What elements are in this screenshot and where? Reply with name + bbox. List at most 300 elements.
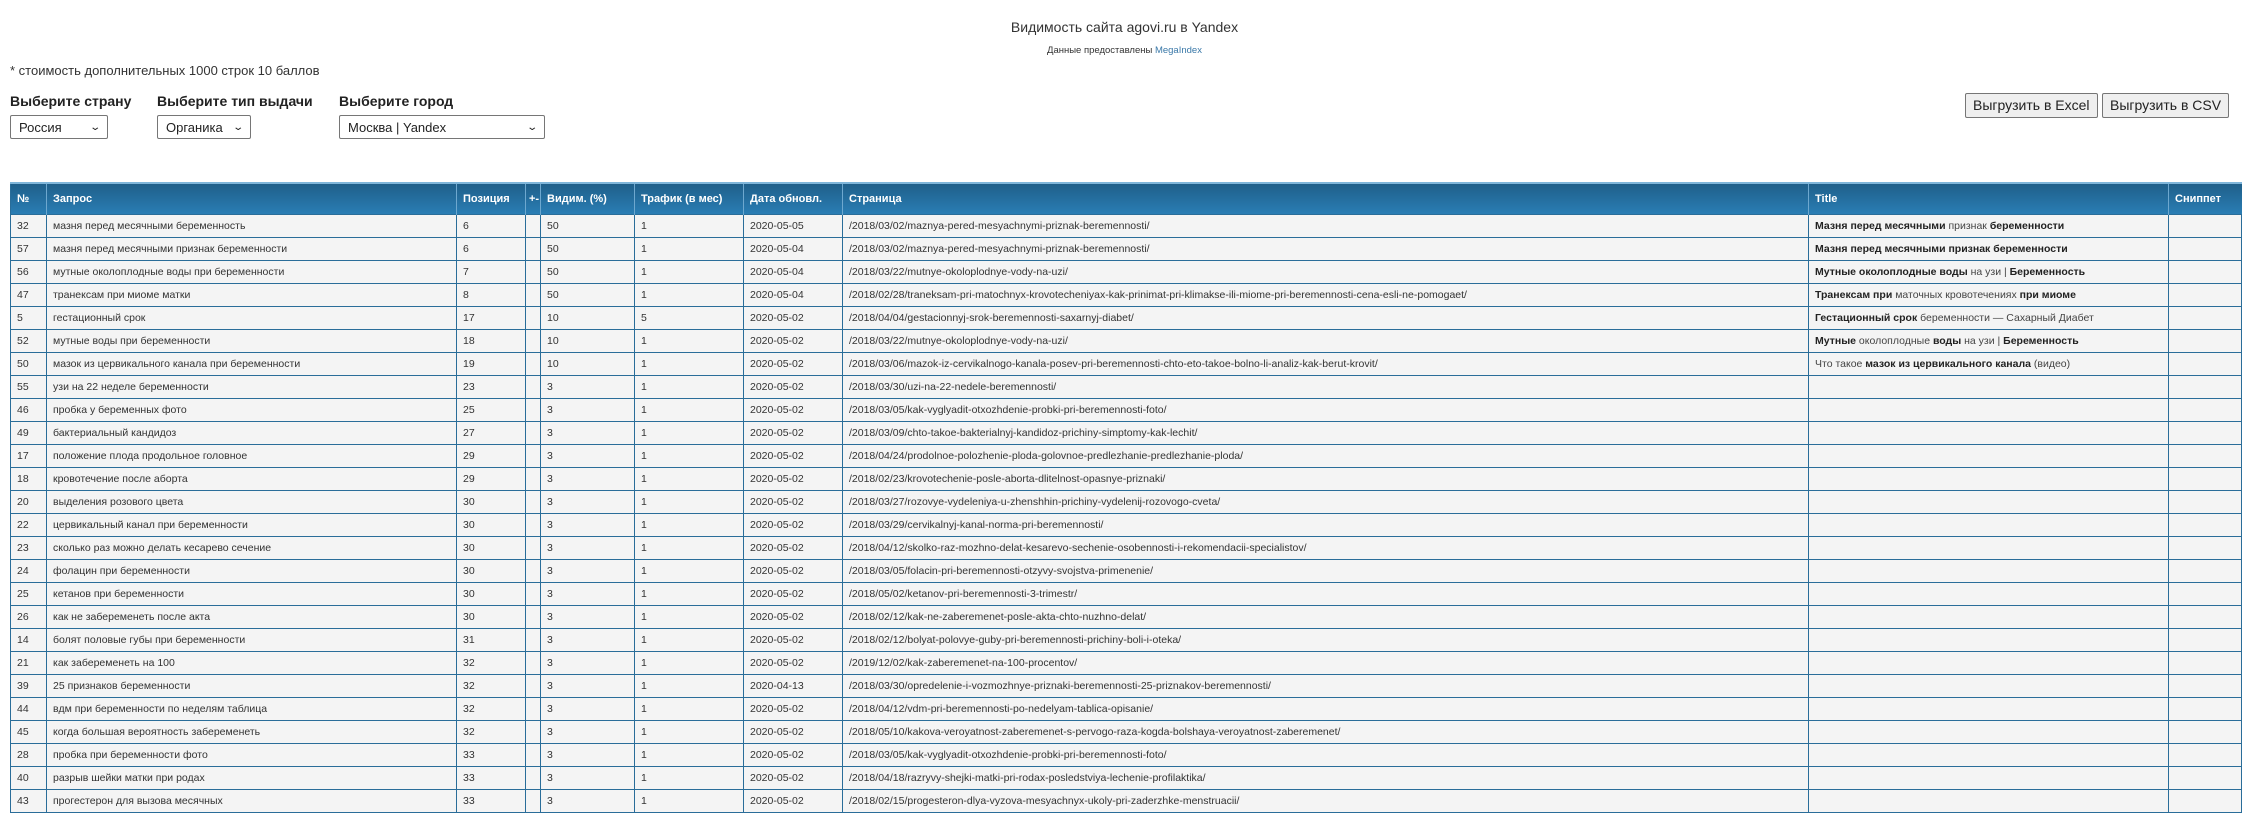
cell-query: выделения розового цвета	[47, 491, 457, 514]
cell-page[interactable]: /2018/04/12/skolko-raz-mozhno-delat-kesarevo-sechenie-osobennosti-i-rekomendacii-specialistov/	[843, 537, 1809, 560]
cell-delta	[526, 491, 541, 514]
table-row[interactable]	[11, 537, 2242, 560]
cell-position: 30	[457, 606, 526, 629]
cell-date: 2020-05-02	[744, 698, 843, 721]
cell-snippet	[2169, 583, 2242, 606]
cell-query: цервикальный канал при беременности	[47, 514, 457, 537]
cell-date: 2020-05-04	[744, 238, 843, 261]
cell-traffic: 1	[635, 698, 744, 721]
title-text: признак	[1945, 220, 1990, 232]
chevron-down-icon: ⌄	[88, 121, 101, 133]
cell-num: 49	[11, 422, 47, 445]
cell-page[interactable]: /2018/04/04/gestacionnyj-srok-beremennosti-saxarnyj-diabet/	[843, 307, 1809, 330]
export-csv-button[interactable]: Выгрузить в CSV	[2102, 93, 2229, 118]
cell-traffic: 1	[635, 675, 744, 698]
cell-page[interactable]: /2018/03/30/opredelenie-i-vozmozhnye-priznaki-beremennosti-25-priznakov-beremennosti/	[843, 675, 1809, 698]
cell-title	[1809, 307, 2169, 330]
cell-title	[1809, 560, 2169, 583]
cell-traffic: 1	[635, 330, 744, 353]
cell-snippet	[2169, 468, 2242, 491]
cell-page[interactable]: /2018/02/23/krovotechenie-posle-aborta-dlitelnost-opasnye-priznaki/	[843, 468, 1809, 491]
cell-delta	[526, 698, 541, 721]
cell-traffic: 1	[635, 376, 744, 399]
cell-traffic: 1	[635, 491, 744, 514]
cell-position: 33	[457, 790, 526, 813]
cell-delta	[526, 583, 541, 606]
cell-title	[1809, 606, 2169, 629]
cell-traffic: 1	[635, 583, 744, 606]
cell-query: вдм при беременности по неделям таблица	[47, 698, 457, 721]
cell-title	[1809, 652, 2169, 675]
cell-snippet	[2169, 767, 2242, 790]
cell-traffic: 1	[635, 215, 744, 238]
cell-snippet	[2169, 330, 2242, 353]
cell-traffic: 1	[635, 399, 744, 422]
cell-visibility: 3	[541, 721, 635, 744]
title-highlight: Мутные	[1815, 335, 1857, 347]
city-label: Выберите город	[339, 93, 454, 109]
cell-traffic: 5	[635, 307, 744, 330]
cell-traffic: 1	[635, 468, 744, 491]
cell-title	[1809, 330, 2169, 353]
cell-date: 2020-05-02	[744, 399, 843, 422]
cell-visibility: 3	[541, 422, 635, 445]
table-row[interactable]	[11, 514, 2242, 537]
cell-snippet	[2169, 629, 2242, 652]
serp-type-select[interactable]	[157, 115, 251, 139]
cell-page[interactable]: /2018/03/29/cervikalnyj-kanal-norma-pri-beremennosti/	[843, 514, 1809, 537]
cell-date: 2020-05-02	[744, 629, 843, 652]
title-text: Что такое	[1815, 358, 1866, 370]
cell-num: 43	[11, 790, 47, 813]
table-row[interactable]	[11, 606, 2242, 629]
country-label: Выберите страну	[10, 93, 132, 109]
cell-num: 23	[11, 537, 47, 560]
cell-query: болят половые губы при беременности	[47, 629, 457, 652]
cell-query: пробка при беременности фото	[47, 744, 457, 767]
cell-traffic: 1	[635, 629, 744, 652]
cell-page[interactable]: /2018/03/30/uzi-na-22-nedele-beremennosti/	[843, 376, 1809, 399]
cell-snippet	[2169, 675, 2242, 698]
cell-query: гестационный срок	[47, 307, 457, 330]
cell-title	[1809, 468, 2169, 491]
cell-page[interactable]: /2018/02/28/traneksam-pri-matochnyx-krovotecheniyax-kak-prinimat-pri-klimakse-ili-miome-pri-beremennosti-cena-esli-ne-pomogaet/	[843, 284, 1809, 307]
title-text: (видео)	[2030, 358, 2071, 370]
title-highlight: Мазня перед месячными	[1815, 220, 1946, 232]
cell-num: 50	[11, 353, 47, 376]
city-value: Москва | Yandex	[348, 119, 447, 135]
serp-type-filter	[157, 93, 313, 139]
title-highlight: Мутные околоплодные воды	[1815, 266, 1968, 278]
cell-page[interactable]: /2018/03/06/mazok-iz-cervikalnogo-kanala-posev-pri-beremennosti-chto-eto-takoe-bolno-li-analiz-kak-berut-krovit/	[843, 353, 1809, 376]
cell-delta	[526, 238, 541, 261]
cell-page[interactable]: /2018/03/27/rozovye-vydeleniya-u-zhenshhin-prichiny-vydelenij-rozovogo-cveta/	[843, 491, 1809, 514]
cell-delta	[526, 514, 541, 537]
cell-snippet	[2169, 514, 2242, 537]
cell-num: 46	[11, 399, 47, 422]
cell-query: разрыв шейки матки при родах	[47, 767, 457, 790]
title-highlight: беременности	[1989, 220, 2065, 232]
cell-title	[1809, 675, 2169, 698]
cell-snippet	[2169, 422, 2242, 445]
cell-query: как не забеременеть после акта	[47, 606, 457, 629]
cell-page[interactable]: /2018/03/22/mutnye-okoloplodnye-vody-na-uzi/	[843, 261, 1809, 284]
cell-query: положение плода продольное головное	[47, 445, 457, 468]
cell-num: 5	[11, 307, 47, 330]
title-text: на узи |	[1961, 335, 2004, 347]
cell-date: 2020-05-02	[744, 606, 843, 629]
title-highlight: Гестационный срок	[1815, 312, 1918, 324]
cell-page[interactable]: /2018/03/22/mutnye-okoloplodnye-vody-na-uzi/	[843, 330, 1809, 353]
cell-title	[1809, 721, 2169, 744]
cell-title	[1809, 284, 2169, 307]
cell-delta	[526, 767, 541, 790]
country-filter	[10, 93, 131, 139]
cell-visibility: 10	[541, 330, 635, 353]
cell-date: 2020-05-04	[744, 261, 843, 284]
table-row[interactable]	[11, 261, 2242, 284]
cell-title	[1809, 767, 2169, 790]
cell-date: 2020-05-02	[744, 330, 843, 353]
table-row[interactable]	[11, 353, 2242, 376]
cell-snippet	[2169, 790, 2242, 813]
cell-delta	[526, 215, 541, 238]
table-row[interactable]	[11, 583, 2242, 606]
cell-position: 25	[457, 399, 526, 422]
table-row[interactable]	[11, 284, 2242, 307]
cell-visibility: 3	[541, 629, 635, 652]
cell-position: 7	[457, 261, 526, 284]
cell-num: 57	[11, 238, 47, 261]
cell-snippet	[2169, 284, 2242, 307]
table-row[interactable]	[11, 215, 2242, 238]
table-row[interactable]	[11, 307, 2242, 330]
cell-traffic: 1	[635, 238, 744, 261]
cell-delta	[526, 468, 541, 491]
cell-visibility: 3	[541, 468, 635, 491]
cell-delta	[526, 537, 541, 560]
cell-visibility: 50	[541, 284, 635, 307]
cell-position: 8	[457, 284, 526, 307]
cell-position: 17	[457, 307, 526, 330]
cell-num: 25	[11, 583, 47, 606]
cell-page[interactable]: /2018/03/02/maznya-pered-mesyachnymi-priznak-beremennosti/	[843, 238, 1809, 261]
cell-num: 55	[11, 376, 47, 399]
cell-page[interactable]: /2018/02/12/kak-ne-zaberemenet-posle-akta-chto-nuzhno-delat/	[843, 606, 1809, 629]
cell-title	[1809, 422, 2169, 445]
cell-page[interactable]: /2018/03/02/maznya-pered-mesyachnymi-priznak-beremennosti/	[843, 215, 1809, 238]
cell-num: 32	[11, 215, 47, 238]
table-row[interactable]	[11, 238, 2242, 261]
cell-delta	[526, 261, 541, 284]
cell-position: 30	[457, 537, 526, 560]
cell-title	[1809, 537, 2169, 560]
cell-date: 2020-05-04	[744, 284, 843, 307]
cell-position: 30	[457, 560, 526, 583]
cell-visibility: 3	[541, 767, 635, 790]
title-highlight: Беременность	[2003, 335, 2079, 347]
cell-date: 2020-05-02	[744, 422, 843, 445]
cell-query: когда большая вероятность забеременеть	[47, 721, 457, 744]
table-row[interactable]	[11, 399, 2242, 422]
cell-delta	[526, 284, 541, 307]
cell-visibility: 3	[541, 491, 635, 514]
table-row[interactable]	[11, 422, 2242, 445]
title-highlight: Транексам при	[1815, 289, 1893, 301]
cell-page[interactable]: /2018/03/05/folacin-pri-beremennosti-otzyvy-svojstva-primenenie/	[843, 560, 1809, 583]
cell-snippet	[2169, 744, 2242, 767]
table-row[interactable]	[11, 652, 2242, 675]
cell-position: 32	[457, 721, 526, 744]
cell-title	[1809, 353, 2169, 376]
cell-num: 17	[11, 445, 47, 468]
cell-num: 40	[11, 767, 47, 790]
cell-traffic: 1	[635, 261, 744, 284]
cell-query: кровотечение после аборта	[47, 468, 457, 491]
cell-num: 47	[11, 284, 47, 307]
cell-date: 2020-05-02	[744, 514, 843, 537]
cell-query: транексам при миоме матки	[47, 284, 457, 307]
cell-visibility: 3	[541, 583, 635, 606]
cell-traffic: 1	[635, 445, 744, 468]
cell-date: 2020-05-02	[744, 583, 843, 606]
table-row[interactable]	[11, 767, 2242, 790]
cell-date: 2020-05-02	[744, 767, 843, 790]
cell-page[interactable]: /2018/04/24/prodolnoe-polozhenie-ploda-golovnoe-predlezhanie-predlezhanie-ploda/	[843, 445, 1809, 468]
cell-traffic: 1	[635, 744, 744, 767]
cell-date: 2020-05-02	[744, 744, 843, 767]
cell-traffic: 1	[635, 606, 744, 629]
cell-snippet	[2169, 307, 2242, 330]
cell-num: 39	[11, 675, 47, 698]
table-row[interactable]	[11, 675, 2242, 698]
cell-position: 33	[457, 767, 526, 790]
cell-num: 56	[11, 261, 47, 284]
cell-delta	[526, 790, 541, 813]
cell-snippet	[2169, 261, 2242, 284]
cell-visibility: 3	[541, 399, 635, 422]
cell-visibility: 3	[541, 790, 635, 813]
column-header-visibility[interactable]: Видим. (%)	[541, 183, 635, 215]
cell-num: 26	[11, 606, 47, 629]
cell-traffic: 1	[635, 790, 744, 813]
cell-position: 29	[457, 445, 526, 468]
cell-delta	[526, 376, 541, 399]
cell-num: 14	[11, 629, 47, 652]
table-row[interactable]	[11, 629, 2242, 652]
cell-snippet	[2169, 491, 2242, 514]
cell-date: 2020-05-02	[744, 790, 843, 813]
column-header-date[interactable]: Дата обновл.	[744, 183, 843, 215]
cell-visibility: 3	[541, 537, 635, 560]
city-select[interactable]	[339, 115, 545, 139]
page-title: Видимость сайта agovi.ru в Yandex	[1010, 19, 1239, 35]
cell-title	[1809, 790, 2169, 813]
chevron-down-icon: ⌄	[525, 121, 538, 133]
cell-visibility: 3	[541, 560, 635, 583]
cell-page[interactable]: /2018/02/15/progesteron-dlya-vyzova-mesyachnyx-ukoly-pri-zaderzhke-menstruacii/	[843, 790, 1809, 813]
megaindex-link[interactable]: MegaIndex	[1154, 45, 1202, 56]
visibility-table	[10, 182, 2242, 813]
cell-query: мутные воды при беременности	[47, 330, 457, 353]
cell-query: прогестерон для вызова месячных	[47, 790, 457, 813]
cell-date: 2020-04-13	[744, 675, 843, 698]
cell-title	[1809, 238, 2169, 261]
cell-visibility: 3	[541, 376, 635, 399]
cell-visibility: 3	[541, 445, 635, 468]
cell-traffic: 1	[635, 560, 744, 583]
cell-page[interactable]: /2018/03/05/kak-vyglyadit-otxozhdenie-probki-pri-beremennosti-foto/	[843, 744, 1809, 767]
cell-page[interactable]: /2018/05/10/kakova-veroyatnost-zaberemenet-s-pervogo-raza-kogda-bolshaya-veroyatnost-zaberemenet/	[843, 721, 1809, 744]
cell-position: 32	[457, 675, 526, 698]
cell-position: 30	[457, 583, 526, 606]
cell-snippet	[2169, 353, 2242, 376]
cell-snippet	[2169, 560, 2242, 583]
cell-position: 6	[457, 215, 526, 238]
chevron-down-icon: ⌄	[231, 121, 244, 133]
column-header-num[interactable]: №	[11, 183, 47, 215]
data-source-note	[0, 45, 2249, 56]
column-header-traffic[interactable]: Трафик (в мес)	[635, 183, 744, 215]
cell-position: 29	[457, 468, 526, 491]
cell-page[interactable]: /2018/04/12/vdm-pri-beremennosti-po-nedelyam-tablica-opisanie/	[843, 698, 1809, 721]
cell-traffic: 1	[635, 353, 744, 376]
table-row[interactable]	[11, 445, 2242, 468]
cell-visibility: 3	[541, 675, 635, 698]
cell-visibility: 50	[541, 261, 635, 284]
cell-query: 25 признаков беременности	[47, 675, 457, 698]
country-value: Россия	[19, 119, 62, 135]
cell-delta	[526, 744, 541, 767]
table-row[interactable]	[11, 560, 2242, 583]
cost-note: * стоимость дополнительных 1000 строк 10 баллов	[10, 63, 320, 78]
cell-date: 2020-05-02	[744, 537, 843, 560]
title-highlight: при миоме	[2019, 289, 2076, 301]
cell-page[interactable]: /2018/04/18/razryvy-shejki-matki-pri-rodax-posledstviya-lechenie-profilaktika/	[843, 767, 1809, 790]
data-source-prefix: Данные предоставлены	[1047, 45, 1155, 56]
cell-position: 6	[457, 238, 526, 261]
cell-page[interactable]: /2018/03/09/chto-takoe-bakterialnyj-kandidoz-prichiny-simptomy-kak-lechit/	[843, 422, 1809, 445]
cell-snippet	[2169, 376, 2242, 399]
table-row[interactable]	[11, 698, 2242, 721]
table-row[interactable]	[11, 790, 2242, 813]
cell-visibility: 10	[541, 353, 635, 376]
title-text: беременности — Сахарный Диабет	[1917, 312, 2094, 324]
cell-snippet	[2169, 445, 2242, 468]
table-row[interactable]	[11, 468, 2242, 491]
serp-type-label: Выберите тип выдачи	[157, 93, 313, 109]
cell-query: сколько раз можно делать кесарево сечение	[47, 537, 457, 560]
cell-position: 32	[457, 652, 526, 675]
column-header-position[interactable]: Позиция	[457, 183, 526, 215]
column-header-page[interactable]: Страница	[843, 183, 1809, 215]
cell-page[interactable]: /2018/05/02/ketanov-pri-beremennosti-3-trimestr/	[843, 583, 1809, 606]
cell-title	[1809, 399, 2169, 422]
country-select[interactable]	[10, 115, 108, 139]
cell-delta	[526, 399, 541, 422]
cell-position: 27	[457, 422, 526, 445]
cell-delta	[526, 629, 541, 652]
cell-position: 19	[457, 353, 526, 376]
table-row[interactable]	[11, 330, 2242, 353]
title-text: околоплодные	[1856, 335, 1933, 347]
cell-snippet	[2169, 698, 2242, 721]
column-header-delta[interactable]: +-	[526, 183, 541, 215]
title-highlight: Мазня перед месячными признак беременности	[1815, 243, 2068, 255]
cell-query: фолацин при беременности	[47, 560, 457, 583]
title-text: на узи |	[1967, 266, 2010, 278]
cell-position: 18	[457, 330, 526, 353]
cell-visibility: 3	[541, 652, 635, 675]
cell-visibility: 3	[541, 514, 635, 537]
column-header-snippet[interactable]: Сниппет	[2169, 183, 2242, 215]
cell-traffic: 1	[635, 284, 744, 307]
cell-title	[1809, 583, 2169, 606]
table-row[interactable]	[11, 744, 2242, 767]
cell-delta	[526, 721, 541, 744]
cell-num: 24	[11, 560, 47, 583]
cell-position: 31	[457, 629, 526, 652]
cell-delta	[526, 353, 541, 376]
cell-date: 2020-05-02	[744, 560, 843, 583]
export-excel-button[interactable]: Выгрузить в Excel	[1965, 93, 2098, 118]
cell-query: мазня перед месячными признак беременности	[47, 238, 457, 261]
cell-delta	[526, 330, 541, 353]
cell-position: 23	[457, 376, 526, 399]
cell-page[interactable]: /2018/02/12/bolyat-polovye-guby-pri-beremennosti-prichiny-boli-i-oteka/	[843, 629, 1809, 652]
cell-snippet	[2169, 721, 2242, 744]
cell-delta	[526, 606, 541, 629]
cell-num: 18	[11, 468, 47, 491]
table-row[interactable]	[11, 491, 2242, 514]
cell-query: мутные околоплодные воды при беременности	[47, 261, 457, 284]
cell-delta	[526, 422, 541, 445]
cell-visibility: 3	[541, 698, 635, 721]
cell-title	[1809, 629, 2169, 652]
cell-title	[1809, 376, 2169, 399]
cell-query: мазок из цервикального канала при беременности	[47, 353, 457, 376]
cell-title	[1809, 744, 2169, 767]
cell-page[interactable]: /2018/03/05/kak-vyglyadit-otxozhdenie-probki-pri-beremennosti-foto/	[843, 399, 1809, 422]
column-header-title[interactable]: Title	[1809, 183, 2169, 215]
cell-traffic: 1	[635, 422, 744, 445]
city-filter	[339, 93, 545, 139]
title-text: маточных кровотечениях	[1892, 289, 2020, 301]
cell-date: 2020-05-05	[744, 215, 843, 238]
cell-snippet	[2169, 215, 2242, 238]
title-highlight: воды	[1932, 335, 1962, 347]
cell-snippet	[2169, 399, 2242, 422]
cell-title	[1809, 514, 2169, 537]
cell-num: 20	[11, 491, 47, 514]
cell-visibility: 3	[541, 744, 635, 767]
cell-position: 33	[457, 744, 526, 767]
cell-date: 2020-05-02	[744, 652, 843, 675]
cell-position: 30	[457, 514, 526, 537]
cell-title	[1809, 215, 2169, 238]
cell-visibility: 50	[541, 238, 635, 261]
cell-traffic: 1	[635, 721, 744, 744]
cell-date: 2020-05-02	[744, 721, 843, 744]
title-highlight: Беременность	[2009, 266, 2086, 278]
cell-page[interactable]: /2019/12/02/kak-zaberemenet-na-100-procentov/	[843, 652, 1809, 675]
column-header-query[interactable]: Запрос	[47, 183, 457, 215]
table-row[interactable]	[11, 721, 2242, 744]
cell-visibility: 50	[541, 215, 635, 238]
cell-query: кетанов при беременности	[47, 583, 457, 606]
cell-snippet	[2169, 606, 2242, 629]
table-row[interactable]	[11, 376, 2242, 399]
